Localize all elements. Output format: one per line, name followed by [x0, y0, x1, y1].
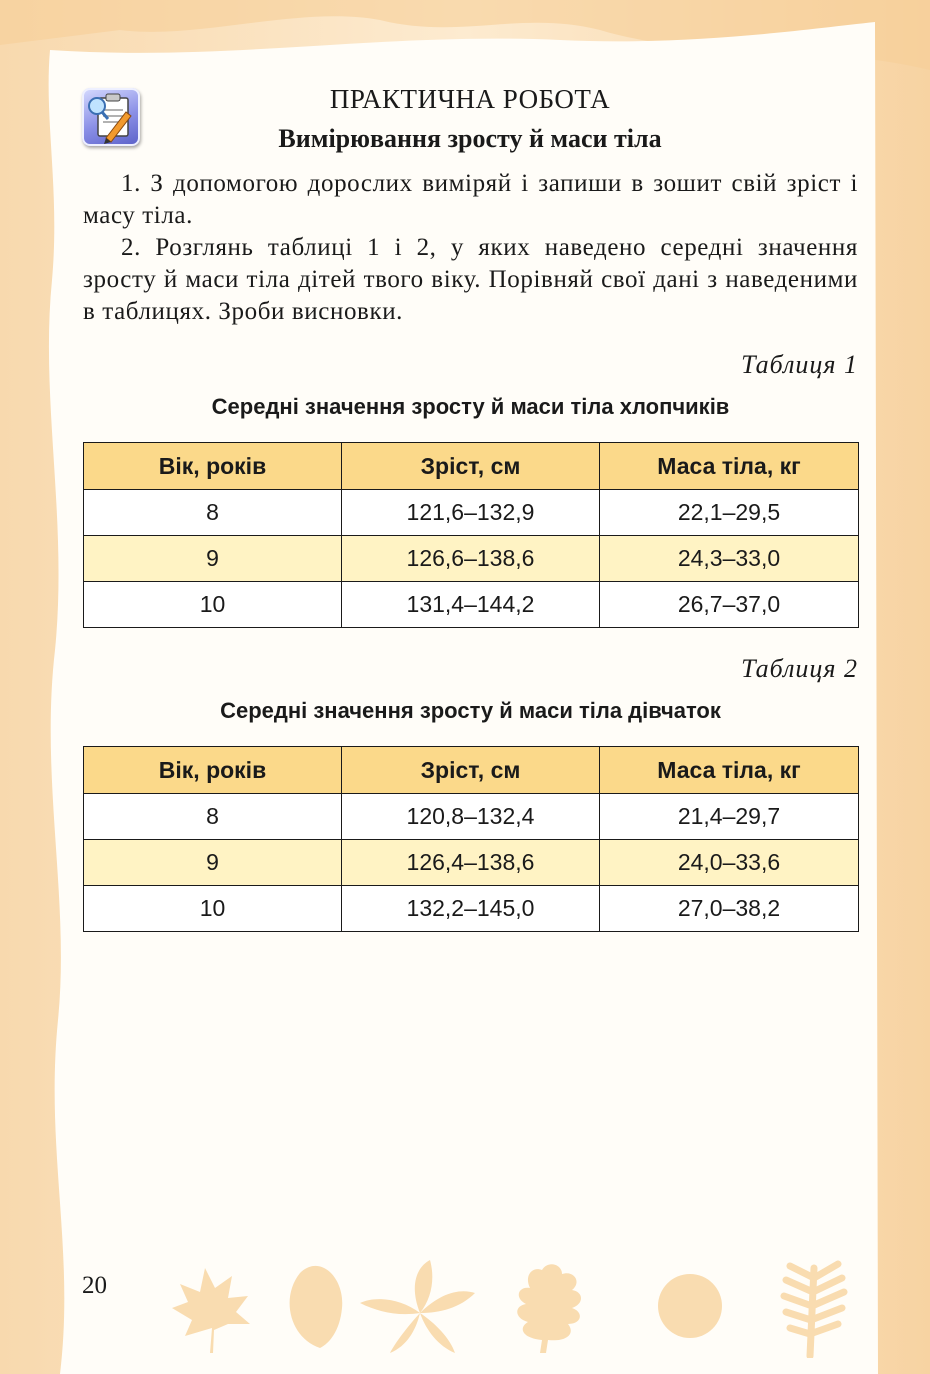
- cell-age: 9: [84, 536, 342, 582]
- header-height: Зріст, см: [342, 443, 600, 490]
- oak-leaf-icon: [517, 1264, 581, 1353]
- girls-table: [83, 746, 859, 932]
- practical-work-icon: [82, 88, 140, 146]
- maple-leaf-icon: [172, 1268, 250, 1353]
- header-age: Вік, років: [84, 747, 342, 794]
- task-paragraph-2: 2. Розглянь таблиці 1 і 2, у яких наведено середні значення зросту й маси тіла дітей твого віку. Порівняй свої дані з наведеними в таблицях. Зроби висновки.: [83, 234, 858, 325]
- cell-age: 10: [84, 582, 342, 628]
- table-row: [84, 886, 859, 932]
- cell-age: 8: [84, 794, 342, 840]
- cell-age: 10: [84, 886, 342, 932]
- table-row: [84, 582, 859, 628]
- cell-weight: 27,0–38,2: [600, 886, 859, 932]
- table-caption-1: Таблиця 1: [741, 350, 858, 379]
- header-height: Зріст, см: [342, 747, 600, 794]
- cell-height: 126,6–138,6: [342, 536, 600, 582]
- table-row: [84, 490, 859, 536]
- chestnut-leaf-icon: [360, 1260, 475, 1353]
- cell-height: 131,4–144,2: [342, 582, 600, 628]
- page-number: 20: [82, 1272, 107, 1299]
- cell-age: 9: [84, 840, 342, 886]
- birch-leaf-icon: [290, 1266, 343, 1356]
- header-weight: Маса тіла, кг: [600, 747, 859, 794]
- table-title-2: Середні значення зросту й маси тіла дівчаток: [220, 698, 721, 723]
- header-weight: Маса тіла, кг: [600, 443, 859, 490]
- cell-weight: 22,1–29,5: [600, 490, 859, 536]
- round-leaf-icon: [658, 1274, 722, 1338]
- table-caption-2: Таблиця 2: [741, 654, 858, 683]
- cell-height: 126,4–138,6: [342, 840, 600, 886]
- table-row: [84, 794, 859, 840]
- leaf-decoration: [170, 1258, 870, 1358]
- cell-weight: 21,4–29,7: [600, 794, 859, 840]
- cell-age: 8: [84, 490, 342, 536]
- table-header-row: [84, 443, 859, 490]
- cell-height: 121,6–132,9: [342, 490, 600, 536]
- cell-weight: 24,0–33,6: [600, 840, 859, 886]
- table-row: [84, 840, 859, 886]
- cell-weight: 24,3–33,0: [600, 536, 859, 582]
- page-subtitle: Вимірювання зросту й маси тіла: [278, 124, 662, 153]
- page-title: ПРАКТИЧНА РОБОТА: [329, 84, 611, 114]
- header-age: Вік, років: [84, 443, 342, 490]
- cell-height: 120,8–132,4: [342, 794, 600, 840]
- task-paragraph-1: 1. З допомогою дорослих виміряй і запиши в зошит свій зріст і масу тіла.: [83, 170, 858, 229]
- table-title-1: Середні значення зросту й маси тіла хлопчиків: [211, 394, 730, 419]
- cell-weight: 26,7–37,0: [600, 582, 859, 628]
- cell-height: 132,2–145,0: [342, 886, 600, 932]
- boys-table: [83, 442, 859, 628]
- fern-leaf-icon: [784, 1264, 844, 1356]
- table-row: [84, 536, 859, 582]
- table-header-row: [84, 747, 859, 794]
